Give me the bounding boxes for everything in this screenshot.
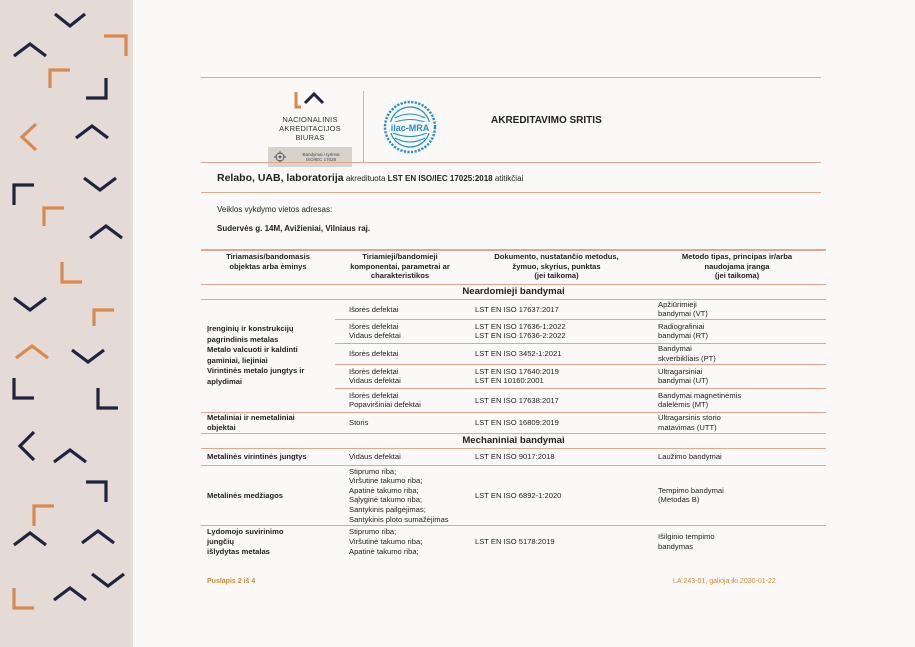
table-row bbox=[201, 465, 826, 525]
param-cell: Išorės defektai Vidaus defektai bbox=[335, 319, 465, 343]
ilac-mra-logo bbox=[383, 100, 437, 159]
header-method: Metodo tipas, principas ir/arba naudojama įranga (jei taikoma) bbox=[648, 250, 826, 284]
header-object: Tiriamasis/bandomasis objektas arba ėminys bbox=[201, 250, 335, 284]
document-page bbox=[133, 0, 915, 647]
param-cell: Stiprumo riba; Viršutinė takumo riba; Apatinė takumo riba; bbox=[349, 527, 423, 556]
doc-cell: LST EN ISO 3452-1:2021 bbox=[465, 343, 648, 364]
object-cell: Metalinės medžiagos bbox=[201, 465, 335, 525]
doc-cell: LST EN ISO 17640:2019 LST EN 10160:2001 bbox=[465, 364, 648, 388]
method-cell: Ultragarsinis storio matavimas (UTT) bbox=[648, 412, 826, 433]
badge-line1: Bandymai / tyrimai bbox=[302, 152, 340, 157]
doc-cell: LST EN ISO 16809:2019 bbox=[465, 412, 648, 433]
object-cell: Įrenginių ir konstrukcijų pagrindinis metalas Metalo valcuoti ir kaldinti gaminiai, liejiniai Virintinės metalo jungtys ir aplydimai bbox=[201, 299, 335, 412]
doc-cell: LST EN ISO 6892-1:2020 bbox=[465, 465, 648, 525]
accreditation-badge bbox=[268, 147, 352, 167]
param-cell: Išorės defektai Vidaus defektai bbox=[335, 364, 465, 388]
nab-logo bbox=[265, 90, 355, 167]
standard-ref: LST EN ISO/IEC 17025:2018 bbox=[387, 174, 493, 183]
param-cell: Storis bbox=[335, 412, 465, 433]
top-rule bbox=[201, 77, 821, 78]
param-cell: Vidaus defektai bbox=[335, 448, 465, 465]
param-cell: Išorės defektai bbox=[335, 299, 465, 319]
org-name-line1: NACIONALINIS bbox=[282, 115, 338, 124]
accredited-text: akredituota bbox=[345, 174, 386, 183]
method-cell: Apžiūrimieji bandymai (VT) bbox=[648, 299, 826, 319]
doc-cell: LST EN ISO 9017:2018 bbox=[465, 448, 648, 465]
method-cell: Bandymai skverbikliais (PT) bbox=[648, 343, 826, 364]
object-cell: Metaliniai ir nemetaliniai objektai bbox=[201, 412, 335, 433]
table-header-row bbox=[201, 250, 826, 284]
header-parameters: Tiriamieji/bandomieji komponentai, parametrai ar charakteristikos bbox=[335, 250, 465, 284]
compliance-text: atitikčiai bbox=[494, 174, 524, 183]
table-row bbox=[201, 299, 826, 319]
address-value: Sudervės g. 14M, Avižieniai, Vilniaus raj. bbox=[217, 224, 371, 233]
doc-cell: LST EN ISO 17637:2017 bbox=[465, 299, 648, 319]
doc-cell: LST EN ISO 17636-1:2022 LST EN ISO 17636-2:2022 bbox=[465, 319, 648, 343]
object-cell: Metalinės virintinės jungtys bbox=[201, 448, 335, 465]
nab-mark-icon bbox=[293, 90, 327, 110]
page-number: Puslapis 2 iš 4 bbox=[207, 578, 256, 585]
section-row-ndt: Neardomieji bandymai bbox=[201, 284, 826, 299]
param-cell: Išorės defektai bbox=[335, 343, 465, 364]
method-cell: Laužimo bandymai bbox=[648, 448, 826, 465]
company-rule bbox=[201, 192, 821, 193]
ilac-label: ilac-MRA bbox=[390, 123, 430, 133]
company-name: Relabo, UAB, laboratorija bbox=[217, 172, 344, 184]
method-cell: Išilginio tempimo bandymas bbox=[658, 532, 715, 551]
doc-cell: LST EN ISO 5178:2019 bbox=[475, 536, 555, 546]
document-reference: LA.243-01, galioja iki 2030-01-22 bbox=[673, 578, 776, 585]
document-title: AKREDITAVIMO SRITIS bbox=[491, 115, 602, 126]
table-row bbox=[201, 412, 826, 433]
object-cell: Lydomojo suvirinimo jungčių išlydytas metalas bbox=[207, 527, 284, 556]
method-cell: Ultragarsiniai bandymai (UT) bbox=[648, 364, 826, 388]
method-cell: Tempimo bandymai (Metodas B) bbox=[648, 465, 826, 525]
scope-table bbox=[201, 249, 826, 557]
param-cell: Išorės defektai Popaviršiniai defektai bbox=[335, 388, 465, 412]
logo-divider bbox=[363, 91, 364, 162]
header-rule bbox=[201, 162, 821, 163]
table-row bbox=[201, 448, 826, 465]
badge-line2: ISO/IEC 17025 bbox=[305, 157, 337, 162]
address-label: Veiklos vykdymo vietos adresas: bbox=[217, 205, 333, 214]
chevron-pattern bbox=[0, 0, 133, 647]
org-name-line2: AKREDITACIJOS BIURAS bbox=[279, 124, 341, 142]
header-document: Dokumento, nustatančio metodus, žymuo, skyrius, punktas (jei taikoma) bbox=[465, 250, 648, 284]
param-cell: Stiprumo riba; Viršutinė takumo riba; Apatinė takumo riba; Sąlyginė takumo riba; Santykinis pailgėjimas; Santykinis ploto sumažėjimas bbox=[335, 465, 465, 525]
doc-cell: LST EN ISO 17638:2017 bbox=[465, 388, 648, 412]
section-row-mechanical: Mechaniniai bandymai bbox=[201, 433, 826, 448]
ilac-mra-mark bbox=[383, 100, 437, 154]
decorative-sidebar bbox=[0, 0, 133, 647]
method-cell: Radiografiniai bandymai (RT) bbox=[648, 319, 826, 343]
method-cell: Bandymai magnetinėmis dalelėmis (MT) bbox=[648, 388, 826, 412]
table-row bbox=[201, 525, 826, 557]
company-line bbox=[217, 172, 523, 184]
